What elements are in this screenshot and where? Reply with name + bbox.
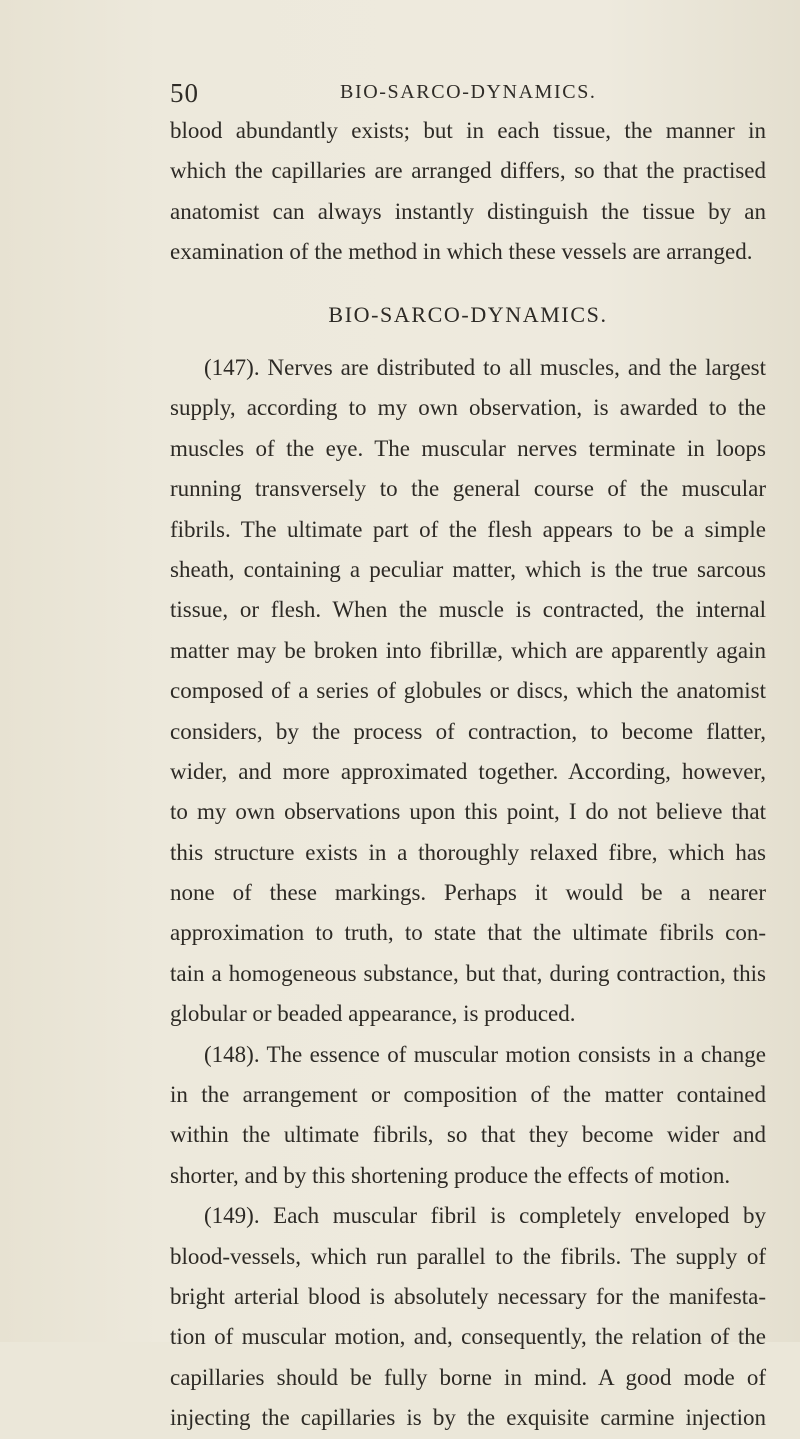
text-line: muscles of the eye. The muscular nerves terminate in loops	[170, 435, 766, 461]
text-line: anatomist can always instantly distinguish the tissue by an	[170, 198, 766, 224]
running-head	[170, 78, 630, 110]
text-line: none of these markings. Perhaps it would be a nearer	[170, 880, 766, 906]
text-line: sheath, containing a peculiar matter, which is the true sarcous	[170, 556, 766, 582]
text-line: capillaries should be fully borne in mind. A good mode of	[170, 1364, 766, 1390]
text-line: tion of muscular motion, and, consequently, the relation of the	[170, 1324, 766, 1350]
text-line: matter may be broken into fibrillæ, which are apparently again	[170, 637, 766, 663]
text-line: shorter, and by this shortening produce the effects of motion.	[170, 1162, 731, 1188]
text-line: tissue, or flesh. When the muscle is contracted, the internal	[170, 597, 766, 623]
text-line: globular or beaded appearance, is produced.	[170, 1001, 576, 1027]
text-line: to my own observations upon this point, I do not believe that	[170, 799, 766, 825]
text-line: bright arterial blood is absolutely necessary for the manifesta-	[170, 1283, 766, 1309]
text-line: this structure exists in a thoroughly relaxed fibre, which has	[170, 839, 766, 865]
text-line: tain a homogeneous substance, but that, during contraction, this	[170, 960, 766, 986]
paragraph-148-line: (148). The essence of muscular motion consists in a change	[204, 1041, 766, 1067]
body-text	[170, 348, 766, 1439]
intro-paragraph	[170, 111, 766, 273]
paragraph-147-line: (147). Nerves are distributed to all muscles, and the largest	[204, 355, 766, 380]
page-number: 50	[170, 78, 199, 108]
text-line: within the ultimate fibrils, so that they become wider and	[170, 1122, 766, 1148]
text-line: injecting the capillaries is by the exquisite carmine injection	[170, 1405, 766, 1431]
text-line: supply, according to my own observation, is awarded to the	[170, 395, 766, 421]
text-line: examination of the method in which these vessels are arranged.	[170, 239, 753, 265]
text-line: wider, and more approximated together. According, however,	[170, 758, 766, 784]
text-line: which the capillaries are arranged differs, so that the practised	[170, 158, 766, 184]
section-heading: BIO-SARCO-DYNAMICS.	[328, 302, 608, 327]
text-line: running transversely to the general course of the muscular	[170, 476, 766, 502]
text-line: composed of a series of globules or discs, which the anatomist	[170, 678, 766, 704]
paragraph-149-line: (149). Each muscular fibril is completely enveloped by	[204, 1203, 766, 1229]
running-title: BIO-SARCO-DYNAMICS.	[340, 81, 597, 103]
text-line: in the arrangement or composition of the matter contained	[170, 1082, 766, 1108]
text-line: considers, by the process of contraction, to become flatter,	[170, 718, 766, 744]
text-line: approximation to truth, to state that the ultimate fibrils con-	[170, 920, 766, 946]
text-line: blood abundantly exists; but in each tissue, the manner in	[170, 118, 766, 143]
text-line: blood-vessels, which run parallel to the fibrils. The supply of	[170, 1243, 766, 1269]
text-line: fibrils. The ultimate part of the flesh appears to be a simple	[170, 516, 766, 542]
